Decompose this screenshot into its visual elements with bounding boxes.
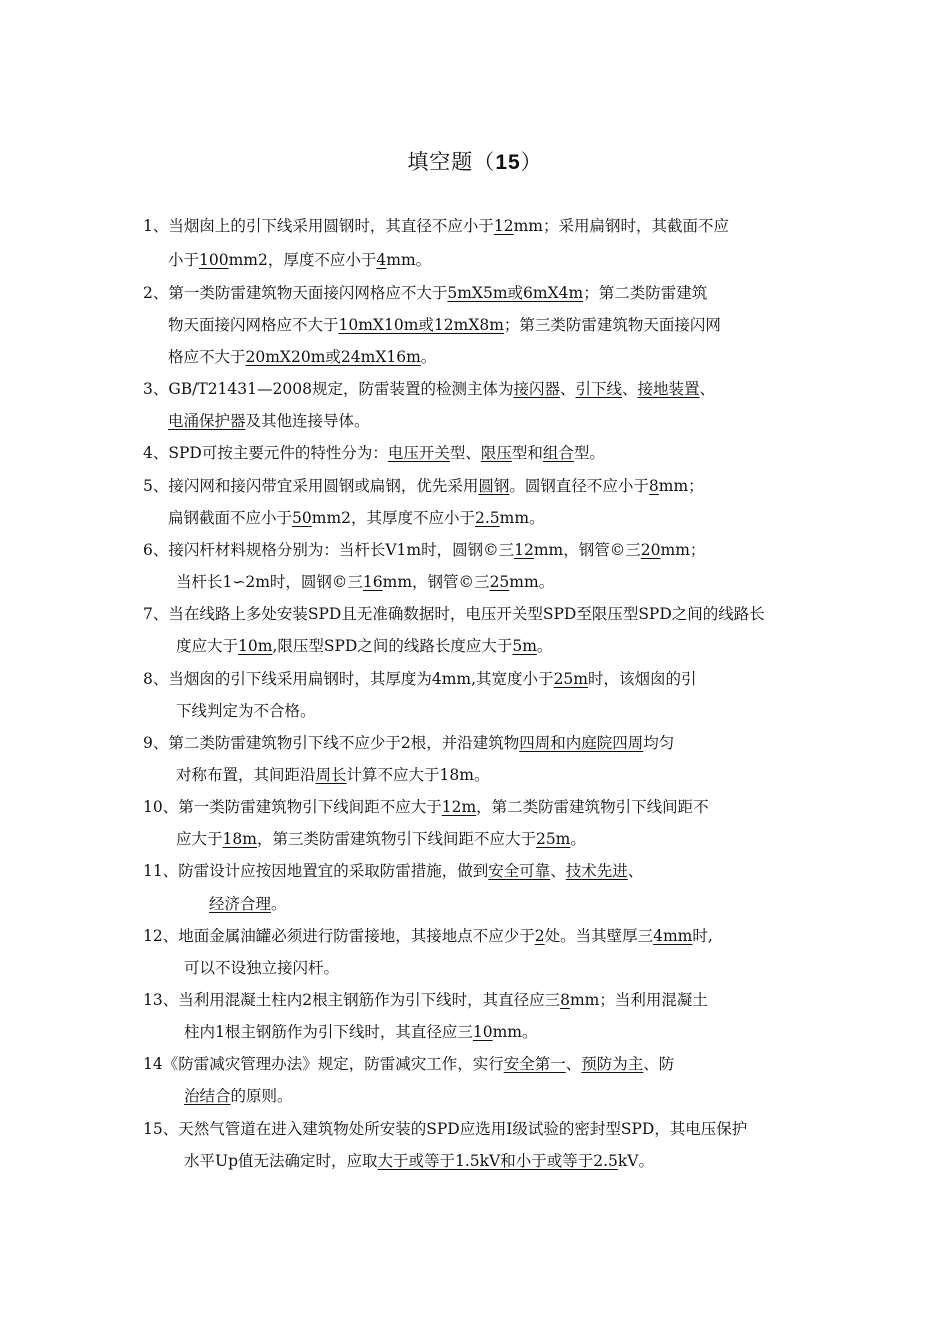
question-text: 、 [627, 862, 644, 880]
question-text: 计算不应大于18m。 [346, 766, 490, 784]
answer-blank: 技术先进 [565, 862, 628, 880]
answer-blank: 经济合理 [209, 895, 272, 913]
question-text: 对称布置，其间距沿 [176, 766, 316, 784]
question-line [168, 347, 436, 367]
answer-blank: 8 [560, 991, 570, 1009]
question-line [143, 604, 765, 624]
question-text: 应大于 [176, 830, 223, 848]
question-text: kV。 [617, 1152, 654, 1170]
question-line [143, 861, 643, 881]
answer-blank: 引下线 [575, 380, 622, 398]
question-text: 格应不大于 [168, 348, 246, 366]
question-text: 型。 [573, 444, 605, 462]
question-text: 度应大于 [176, 637, 239, 655]
question-line [168, 315, 721, 335]
question-text: 水平Up值无法确定时，应取 [184, 1152, 378, 1170]
question-text: 可以不设独立接闪杆。 [184, 959, 340, 977]
answer-blank: 4mm [653, 927, 693, 945]
answer-blank: 10 [472, 1023, 493, 1041]
question-text: 。圆钢直径不应小于 [509, 477, 649, 495]
question-line [184, 1086, 293, 1106]
answer-blank: 25m [535, 830, 571, 848]
question-text: 。 [420, 348, 437, 366]
question-text: 5、接闪网和接闪带宜采用圆钢或扁钢，优先采用 [143, 477, 479, 495]
question-text: 6、接闪杆材料规格分别为：当杆长V1m时，圆钢©三 [143, 541, 515, 559]
answer-blank: 5m [512, 637, 537, 655]
question-text: 1、当烟囱上的引下线采用圆钢时，其直径不应小于 [143, 217, 494, 235]
question-line [143, 1054, 674, 1074]
question-line [176, 765, 489, 785]
question-line [143, 733, 674, 753]
question-text: mm； [660, 541, 706, 559]
question-line [143, 379, 715, 399]
question-text: 时, [692, 927, 713, 945]
question-text: mm，钢管©三 [533, 541, 641, 559]
question-text: 柱内1根主钢筋作为引下线时，其直径应三 [184, 1023, 473, 1041]
question-line [176, 636, 552, 656]
question-line [184, 958, 339, 978]
answer-blank: 12m [441, 798, 477, 816]
question-text: mm，钢管©三 [382, 573, 490, 591]
question-text: 10、第一类防雷建筑物引下线间距不应大于 [143, 798, 442, 816]
question-line [168, 250, 431, 270]
question-text: 处。当其壁厚三 [544, 927, 654, 945]
question-line [176, 572, 554, 592]
title-close: ） [520, 150, 543, 174]
question-line [168, 411, 370, 431]
answer-blank: 接地装置 [637, 380, 700, 398]
answer-blank: 20 [640, 541, 661, 559]
question-text: ；第二类防雷建筑 [583, 284, 708, 302]
question-text: 型、 [449, 444, 481, 462]
answer-blank: 安全第一 [503, 1055, 566, 1073]
answer-blank: 电涌保护器 [168, 412, 246, 430]
question-line [176, 701, 316, 721]
question-text: mm。 [509, 573, 555, 591]
question-text: 当杆长1∽2m时，圆钢©三 [176, 573, 363, 591]
answer-blank: 周长 [315, 766, 347, 784]
question-text: 3、GB/T21431—2008规定，防雷装置的检测主体为 [143, 380, 514, 398]
question-line [143, 540, 705, 560]
answer-blank: 预防为主 [581, 1055, 644, 1073]
answer-blank: 四周和内庭院四周 [519, 734, 644, 752]
answer-blank: 25 [489, 573, 510, 591]
question-text: 、 [699, 380, 716, 398]
question-text: 14《防雷减灾管理办法》规定，防雷减灾工作，实行 [143, 1055, 504, 1073]
question-text: ,限压型SPD之间的线路长度应大于 [272, 637, 513, 655]
question-text: 、 [565, 1055, 582, 1073]
answer-blank: 100 [199, 251, 229, 269]
answer-blank: 25m [553, 670, 588, 688]
question-text: 。 [271, 895, 287, 913]
question-line [143, 990, 708, 1010]
question-text: 型和 [511, 444, 543, 462]
answer-blank: 16 [362, 573, 383, 591]
question-text: 8、当烟囱的引下线采用扁钢时，其厚度为4mm,其宽度小于 [143, 670, 554, 688]
question-text: 、 [550, 862, 566, 880]
question-line [143, 283, 707, 303]
answer-blank: 圆钢 [478, 477, 510, 495]
question-text: mm；采用扁钢时，其截面不应 [513, 217, 730, 235]
answer-blank: 50 [292, 509, 312, 527]
answer-blank: 治结合 [184, 1087, 231, 1105]
question-text: 、 [559, 380, 576, 398]
question-text: 、防 [643, 1055, 675, 1073]
question-text: 均匀 [643, 734, 675, 752]
question-text: ；第三类防雷建筑物天面接闪网 [503, 316, 721, 334]
question-text: mm2，其厚度不应小于 [311, 509, 476, 527]
question-line [184, 1022, 538, 1042]
question-line [184, 1151, 654, 1171]
question-text: 4、SPD可按主要元件的特性分为： [143, 444, 388, 462]
question-text: 。 [570, 830, 586, 848]
answer-blank: 大于或等于1.5kV和小于或等于2.5 [377, 1152, 618, 1170]
answer-blank: 18m [222, 830, 257, 848]
answer-blank: 10m [238, 637, 273, 655]
question-text: mm；当利用混凝土 [569, 991, 708, 1009]
question-text: ，第二类防雷建筑物引下线间距不 [476, 798, 709, 816]
question-line [143, 216, 729, 236]
question-text: ，第三类防雷建筑物引下线间距不应大于 [256, 830, 536, 848]
page-title [0, 146, 950, 176]
question-text: 11、防雷设计应按因地置宜的采取防雷措施，做到 [143, 862, 489, 880]
question-text: mm。 [386, 251, 432, 269]
question-text: 小于 [168, 251, 200, 269]
question-text: mm2，厚度不应小于 [228, 251, 377, 269]
title-text: 填空题（ [407, 150, 496, 174]
question-text: 下线判定为不合格。 [176, 702, 316, 720]
question-line [143, 669, 697, 689]
answer-blank: 限压 [480, 444, 512, 462]
question-line [168, 508, 545, 528]
question-text: 及其他连接导体。 [245, 412, 370, 430]
question-text: 扁钢截面不应小于 [168, 509, 293, 527]
question-text: mm。 [499, 509, 545, 527]
answer-blank: 接闪器 [513, 380, 560, 398]
answer-blank: 12 [514, 541, 534, 559]
question-text: mm； [658, 477, 704, 495]
question-text: 12、地面金属油罐必须进行防雷接地，其接地点不应少于 [143, 927, 535, 945]
question-line [143, 476, 704, 496]
question-line [176, 829, 586, 849]
question-text: 7、当在线路上多处安装SPD且无准确数据时，电压开关型SPD至限压型SPD之间的线路长 [143, 605, 765, 623]
question-text: 。 [536, 637, 553, 655]
question-line [143, 797, 709, 817]
question-text: 2、第一类防雷建筑物天面接闪网格应不大于 [143, 284, 448, 302]
answer-blank: 组合 [542, 444, 574, 462]
question-text: 9、第二类防雷建筑物引下线不应少于2根，并沿建筑物 [143, 734, 520, 752]
question-line [143, 443, 605, 463]
question-line [143, 1119, 747, 1139]
question-text: 物天面接闪网格应不大于 [168, 316, 339, 334]
question-line [209, 894, 287, 914]
answer-blank: 20mX20m或24mX16m [245, 348, 421, 366]
answer-blank: 安全可靠 [488, 862, 551, 880]
question-text: 时，该烟囱的引 [587, 670, 697, 688]
question-text: 15、天然气管道在进入建筑物处所安装的SPD应选用Ⅰ级试验的密封型SPD，其电压保护 [143, 1120, 748, 1138]
answer-blank: 电压开关 [387, 444, 450, 462]
answer-blank: 8 [648, 477, 659, 495]
answer-blank: 2 [534, 927, 545, 945]
answer-blank: 2.5 [475, 509, 500, 527]
answer-blank: 4 [376, 251, 387, 269]
question-text: 13、当利用混凝土柱内2根主钢筋作为引下线时，其直径应三 [143, 991, 561, 1009]
question-line [143, 926, 713, 946]
answer-blank: 10mX10m或12mX8m [338, 316, 504, 334]
title-count: 15 [495, 151, 521, 174]
question-text: mm。 [492, 1023, 538, 1041]
answer-blank: 5mX5m或6mX4m [447, 284, 584, 302]
answer-blank: 12 [493, 217, 514, 235]
question-text: 、 [622, 380, 638, 398]
question-text: 的原则。 [230, 1087, 293, 1105]
